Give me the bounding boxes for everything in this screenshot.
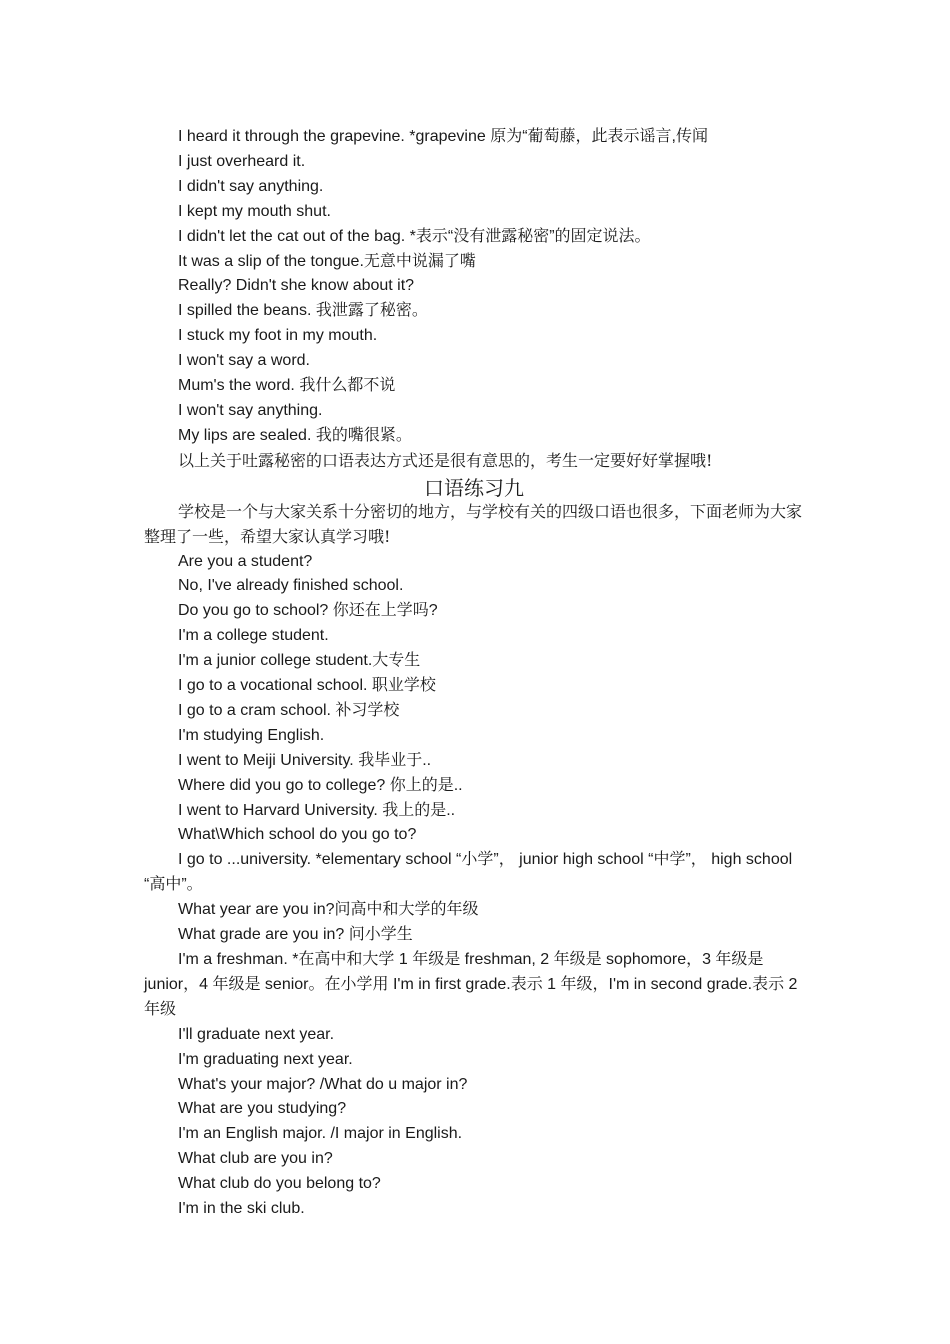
section-2	[144, 500, 804, 1222]
text-line: What are you studying?	[178, 1100, 347, 1118]
text-line: I'm studying English.	[178, 726, 325, 744]
document-page	[144, 125, 804, 1222]
text-line: I'm graduating next year.	[178, 1050, 353, 1068]
text-line: What year are you in?问高中和大学的年级	[178, 901, 479, 919]
text-line: I'm a junior college student.大专生	[178, 652, 421, 670]
text-line: I went to Harvard University. 我上的是..	[178, 801, 456, 819]
text-line: I won't say a word.	[178, 352, 310, 370]
text-line: I kept my mouth shut.	[178, 202, 331, 220]
text-line: What's your major? /What do u major in?	[178, 1075, 468, 1093]
section-summary: 以上关于吐露秘密的口语表达方式还是很有意思的，考生一定要好好掌握哦!	[178, 450, 713, 470]
text-line: What\Which school do you go to?	[178, 826, 417, 844]
note-paragraph: I'm a freshman. *在高中和大学 1 年级是 freshman, 2 年级是 sophomore，3 年级是 junior，4 年级是 senior。在小学用 I'm in first grade.表示 1 年级，I'm in second grade.表示 2 年级	[144, 951, 798, 1018]
text-line: I didn't say anything.	[178, 177, 324, 195]
text-line: I'm an English major. /I major in English.	[178, 1125, 463, 1143]
text-line: I go to a vocational school. 职业学校	[178, 677, 436, 695]
text-line: What club are you in?	[178, 1150, 333, 1168]
section-title: 口语练习九	[424, 475, 524, 500]
text-line: I'm a college student.	[178, 627, 329, 645]
text-line: Where did you go to college? 你上的是..	[178, 776, 463, 794]
text-line: I stuck my foot in my mouth.	[178, 327, 378, 345]
text-line: What grade are you in? 问小学生	[178, 926, 413, 944]
note-paragraph: I go to ...university. *elementary school “小学”， junior high school “中学”， high school “高中”。	[144, 851, 793, 894]
text-line: I won't say anything.	[178, 401, 323, 419]
text-line: What club do you belong to?	[178, 1175, 381, 1193]
section-intro: 学校是一个与大家关系十分密切的地方，与学校有关的四级口语也很多，下面老师为大家整理了一些，希望大家认真学习哦!	[144, 501, 803, 546]
text-line: I didn't let the cat out of the bag. *表示“没有泄露秘密”的固定说法。	[178, 227, 651, 245]
text-line: Mum's the word. 我什么都不说	[178, 377, 396, 395]
section-1	[144, 125, 804, 474]
text-line: I spilled the beans. 我泄露了秘密。	[178, 302, 428, 320]
text-line: I'll graduate next year.	[178, 1025, 335, 1043]
text-line: I just overheard it.	[178, 152, 306, 170]
text-line: It was a slip of the tongue.无意中说漏了嘴	[178, 252, 476, 270]
text-line: Are you a student?	[178, 552, 313, 570]
text-line: Do you go to school? 你还在上学吗?	[178, 602, 438, 620]
text-line: I went to Meiji University. 我毕业于..	[178, 751, 432, 769]
text-line: I heard it through the grapevine. *grapevine 原为“葡萄藤，此表示谣言,传闻	[178, 128, 708, 145]
text-line: I go to a cram school. 补习学校	[178, 701, 400, 719]
text-line: My lips are sealed. 我的嘴很紧。	[178, 426, 412, 444]
text-line: I'm in the ski club.	[178, 1200, 305, 1218]
text-line: Really? Didn't she know about it?	[178, 277, 415, 295]
text-line: No, I've already finished school.	[178, 577, 404, 595]
